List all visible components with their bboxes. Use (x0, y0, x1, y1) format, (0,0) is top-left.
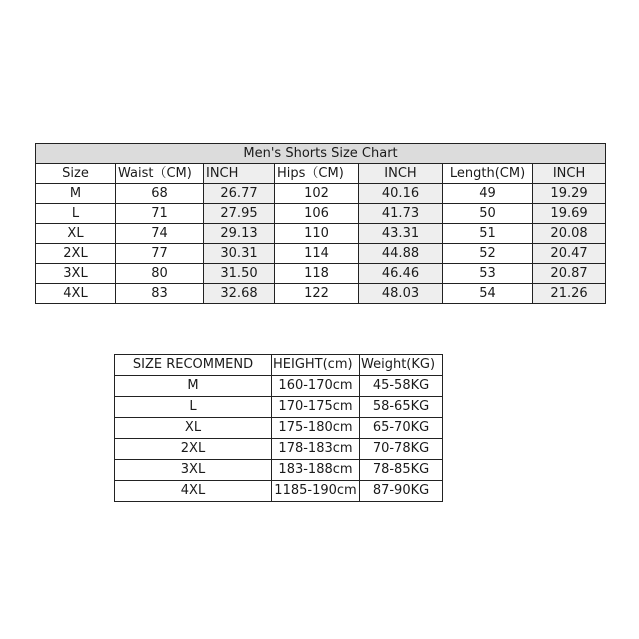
cell-hips-inch: 41.73 (359, 204, 443, 224)
header-weight: Weight(KG) (360, 355, 443, 376)
cell-weight: 45-58KG (360, 376, 443, 397)
header-waist-inch: INCH (204, 164, 275, 184)
cell-hips-inch: 48.03 (359, 284, 443, 304)
header-length-inch: INCH (533, 164, 606, 184)
cell-height: 170-175cm (272, 397, 360, 418)
cell-hips-inch: 40.16 (359, 184, 443, 204)
cell-weight: 78-85KG (360, 460, 443, 481)
cell-length-cm: 51 (443, 224, 533, 244)
table-row (115, 460, 443, 481)
header-hips-inch: INCH (359, 164, 443, 184)
cell-length-inch: 20.87 (533, 264, 606, 284)
cell-waist-cm: 71 (116, 204, 204, 224)
cell-recommend-size: L (115, 397, 272, 418)
cell-length-inch: 20.47 (533, 244, 606, 264)
cell-recommend-size: 3XL (115, 460, 272, 481)
cell-waist-inch: 32.68 (204, 284, 275, 304)
cell-length-cm: 49 (443, 184, 533, 204)
cell-length-inch: 19.69 (533, 204, 606, 224)
cell-waist-inch: 29.13 (204, 224, 275, 244)
cell-waist-inch: 27.95 (204, 204, 275, 224)
cell-length-cm: 50 (443, 204, 533, 224)
header-waist-cm: Waist（CM) (116, 164, 204, 184)
table-row (115, 397, 443, 418)
cell-recommend-size: M (115, 376, 272, 397)
cell-hips-cm: 114 (275, 244, 359, 264)
table-row (36, 224, 606, 244)
size-chart-title: Men's Shorts Size Chart (36, 144, 606, 164)
table-row (115, 481, 443, 502)
cell-waist-inch: 26.77 (204, 184, 275, 204)
size-chart-header-row (36, 164, 606, 184)
cell-height: 1185-190cm (272, 481, 360, 502)
cell-size: 4XL (36, 284, 116, 304)
cell-weight: 65-70KG (360, 418, 443, 439)
cell-hips-cm: 110 (275, 224, 359, 244)
table-row (36, 184, 606, 204)
cell-recommend-size: 2XL (115, 439, 272, 460)
size-chart-title-row (36, 144, 606, 164)
cell-hips-cm: 106 (275, 204, 359, 224)
cell-waist-inch: 30.31 (204, 244, 275, 264)
cell-waist-cm: 68 (116, 184, 204, 204)
cell-waist-cm: 74 (116, 224, 204, 244)
cell-hips-cm: 118 (275, 264, 359, 284)
cell-waist-cm: 83 (116, 284, 204, 304)
cell-weight: 58-65KG (360, 397, 443, 418)
header-length-cm: Length(CM) (443, 164, 533, 184)
table-row (36, 244, 606, 264)
cell-size: M (36, 184, 116, 204)
cell-waist-cm: 80 (116, 264, 204, 284)
cell-height: 175-180cm (272, 418, 360, 439)
table-row (115, 439, 443, 460)
header-size-recommend: SIZE RECOMMEND (115, 355, 272, 376)
cell-size: 3XL (36, 264, 116, 284)
cell-length-cm: 53 (443, 264, 533, 284)
cell-weight: 87-90KG (360, 481, 443, 502)
cell-hips-inch: 46.46 (359, 264, 443, 284)
table-row (36, 204, 606, 224)
table-row (36, 264, 606, 284)
cell-hips-cm: 102 (275, 184, 359, 204)
cell-height: 183-188cm (272, 460, 360, 481)
cell-length-inch: 21.26 (533, 284, 606, 304)
cell-recommend-size: XL (115, 418, 272, 439)
header-hips-cm: Hips（CM) (275, 164, 359, 184)
cell-length-cm: 52 (443, 244, 533, 264)
cell-hips-inch: 43.31 (359, 224, 443, 244)
cell-size: XL (36, 224, 116, 244)
cell-recommend-size: 4XL (115, 481, 272, 502)
cell-size: L (36, 204, 116, 224)
cell-length-inch: 19.29 (533, 184, 606, 204)
header-size: Size (36, 164, 116, 184)
cell-waist-inch: 31.50 (204, 264, 275, 284)
cell-hips-cm: 122 (275, 284, 359, 304)
cell-height: 160-170cm (272, 376, 360, 397)
cell-hips-inch: 44.88 (359, 244, 443, 264)
cell-length-inch: 20.08 (533, 224, 606, 244)
size-chart-table (35, 143, 606, 304)
size-recommend-table (114, 354, 443, 502)
header-height: HEIGHT(cm) (272, 355, 360, 376)
table-row (115, 418, 443, 439)
cell-waist-cm: 77 (116, 244, 204, 264)
cell-height: 178-183cm (272, 439, 360, 460)
cell-weight: 70-78KG (360, 439, 443, 460)
cell-size: 2XL (36, 244, 116, 264)
table-row (115, 376, 443, 397)
recommend-header-row (115, 355, 443, 376)
cell-length-cm: 54 (443, 284, 533, 304)
table-row (36, 284, 606, 304)
